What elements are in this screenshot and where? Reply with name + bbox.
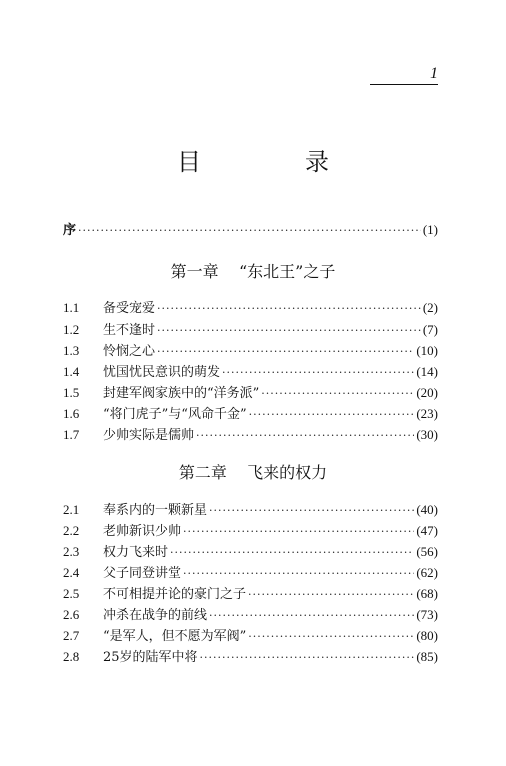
chapter-number: 第二章 xyxy=(178,463,227,482)
toc-entry-page: (62) xyxy=(416,565,438,580)
dot-leader xyxy=(183,524,414,540)
toc-entry[interactable] xyxy=(63,565,438,582)
toc-entry[interactable] xyxy=(63,628,438,645)
toc-entry-page: (7) xyxy=(422,322,438,337)
toc-entry-label: 忧国忧民意识的萌发 xyxy=(103,365,221,380)
toc-entry-label: 奉系内的一颗新星 xyxy=(103,503,208,518)
toc-entry-page: (20) xyxy=(416,385,438,400)
toc-entry-page: (85) xyxy=(416,649,438,664)
dot-leader xyxy=(248,629,414,645)
chapter-title: 飞来的权力 xyxy=(247,463,328,482)
toc-entry[interactable] xyxy=(63,322,438,339)
toc-entry-number: 2.4 xyxy=(63,565,80,580)
toc-entry[interactable] xyxy=(63,427,438,444)
toc-entry-number: 2.2 xyxy=(63,523,80,538)
dot-leader xyxy=(209,503,414,519)
toc-entry[interactable] xyxy=(63,649,438,666)
toc-entry-number: 1.6 xyxy=(63,406,80,421)
toc-entry[interactable] xyxy=(63,300,438,317)
toc-entry[interactable] xyxy=(63,544,438,561)
dot-leader xyxy=(157,301,421,317)
toc-entry-label: 少帅实际是儒帅 xyxy=(103,428,195,443)
toc-entry-preface[interactable] xyxy=(63,222,438,239)
toc-entry[interactable] xyxy=(63,586,438,603)
toc-entry[interactable] xyxy=(63,343,438,360)
toc-entry-number: 2.1 xyxy=(63,502,80,517)
toc-entry-number: 1.5 xyxy=(63,385,80,400)
dot-leader xyxy=(222,365,414,381)
toc-entry-page: (10) xyxy=(416,343,438,358)
toc-entry-number: 1.2 xyxy=(63,322,80,337)
toc-entry[interactable] xyxy=(63,406,438,423)
dot-leader xyxy=(170,545,414,561)
toc-entry[interactable] xyxy=(63,364,438,381)
toc-entry-page: (23) xyxy=(416,406,438,421)
toc-entry-number: 2.5 xyxy=(63,586,80,601)
dot-leader xyxy=(248,587,414,603)
toc-entry-number: 2.6 xyxy=(63,607,80,622)
toc-entry-number: 1.7 xyxy=(63,427,80,442)
toc-entry-label: 不可相提并论的豪门之子 xyxy=(103,587,247,602)
dot-leader xyxy=(78,223,421,239)
toc-entry-page: (30) xyxy=(416,427,438,442)
page-number: 1 xyxy=(370,66,438,85)
toc-entry-number: 1.4 xyxy=(63,364,80,379)
chapter-heading-2 xyxy=(0,463,506,483)
toc-entry-page: (56) xyxy=(416,544,438,559)
toc-entry-number: 2.7 xyxy=(63,628,80,643)
toc-entry[interactable] xyxy=(63,502,438,519)
toc-entry[interactable] xyxy=(63,385,438,402)
toc-entry-page: (73) xyxy=(416,607,438,622)
dot-leader xyxy=(196,428,414,444)
toc-entry-number: 1.1 xyxy=(63,300,80,315)
toc-entry-number: 1.3 xyxy=(63,343,80,358)
toc-entry-page: (68) xyxy=(416,586,438,601)
toc-entry[interactable] xyxy=(63,523,438,540)
chapter-number: 第一章 xyxy=(170,262,219,281)
toc-entry-label: 生不逢时 xyxy=(103,323,156,338)
toc-entry-number: 2.3 xyxy=(63,544,80,559)
toc-entry-label: 封建军阀家族中的“洋务派” xyxy=(103,386,260,401)
toc-entry-label: 父子同登讲堂 xyxy=(103,566,182,581)
toc-entry-page: (1) xyxy=(422,222,438,237)
toc-entry-label: 25岁的陆军中将 xyxy=(103,650,198,665)
dot-leader xyxy=(200,650,415,666)
toc-entry-page: (40) xyxy=(416,502,438,517)
toc-entry-label: 权力飞来时 xyxy=(103,545,169,560)
chapter-heading-1 xyxy=(0,262,506,282)
toc-title: 目 录 xyxy=(177,148,369,176)
toc-entry-label: “将门虎子”与“风命千金” xyxy=(103,407,247,422)
dot-leader xyxy=(157,323,421,339)
toc-entry-page: (2) xyxy=(422,300,438,315)
toc-entry-page: (47) xyxy=(416,523,438,538)
toc-entry-number: 2.8 xyxy=(63,649,80,664)
dot-leader xyxy=(183,566,414,582)
toc-entry-label: 怜悯之心 xyxy=(103,344,156,359)
dot-leader xyxy=(249,407,415,423)
toc-entry-label: 老帅新识少帅 xyxy=(103,524,182,539)
toc-entry-label: 序 xyxy=(63,223,77,238)
chapter-title: “东北王”之子 xyxy=(238,262,336,281)
toc-entry-label: 备受宠爱 xyxy=(103,301,156,316)
dot-leader xyxy=(209,608,414,624)
toc-entry[interactable] xyxy=(63,607,438,624)
toc-entry-label: 冲杀在战争的前线 xyxy=(103,608,208,623)
toc-entry-page: (80) xyxy=(416,628,438,643)
dot-leader xyxy=(157,344,414,360)
dot-leader xyxy=(261,386,414,402)
toc-entry-page: (14) xyxy=(416,364,438,379)
toc-entry-label: “是军人，但不愿为军阀” xyxy=(103,629,247,644)
